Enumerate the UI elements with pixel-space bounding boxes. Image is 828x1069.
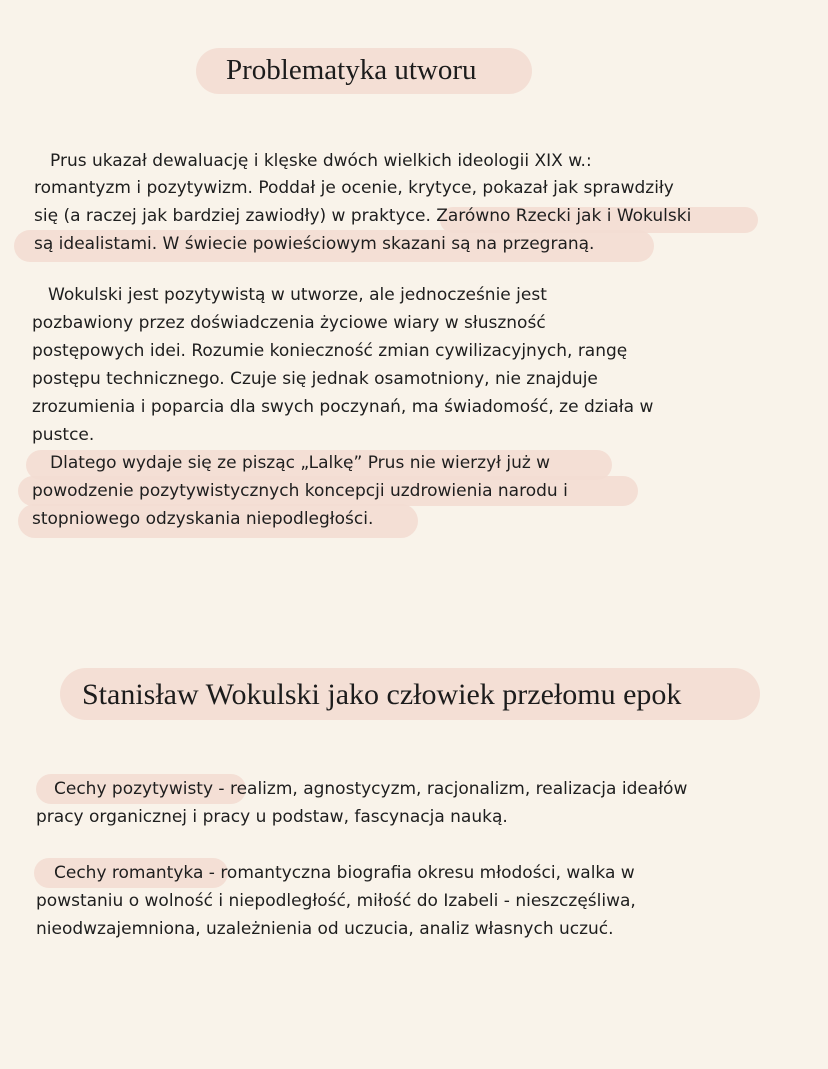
positivist-line: Cechy pozytywisty - realizm, agnostycyzm, racjonalizm, realizacja ideałów (54, 779, 688, 799)
para1-line: Prus ukazał dewaluację i klęske dwóch wielkich ideologii XIX w.: (50, 151, 592, 171)
romantic-line: powstaniu o wolność i niepodległość, miłość do Izabeli - nieszczęśliwa, (36, 891, 636, 911)
para1-line: są idealistami. W świecie powieściowym skazani są na przegraną. (34, 234, 595, 254)
para2-line: Dlatego wydaje się ze pisząc „Lalkę” Prus nie wierzył już w (50, 453, 551, 473)
para2-line: postępowych idei. Rozumie konieczność zmian cywilizacyjnych, rangę (32, 341, 628, 361)
section1-title: Problematyka utworu (226, 54, 477, 86)
para2-line: postępu technicznego. Czuje się jednak osamotniony, nie znajduje (32, 369, 598, 389)
para1-line: się (a raczej jak bardziej zawiodły) w praktyce. Zarówno Rzecki jak i Wokulski (34, 206, 692, 226)
romantic-line: nieodwzajemniona, uzależnienia od uczucia, analiz własnych uczuć. (36, 919, 614, 939)
para2-line: powodzenie pozytywistycznych koncepcji uzdrowienia narodu i (32, 481, 568, 501)
romantic-line: Cechy romantyka - romantyczna biografia okresu młodości, walka w (54, 863, 635, 883)
section2-title: Stanisław Wokulski jako człowiek przełomu epok (82, 678, 682, 711)
para2-line: zrozumienia i poparcia dla swych poczynań, ma świadomość, ze działa w (32, 397, 654, 417)
para2-line: pozbawiony przez doświadczenia życiowe wiary w słuszność (32, 313, 546, 333)
para2-line: pustce. (32, 425, 95, 445)
para2-line: Wokulski jest pozytywistą w utworze, ale jednocześnie jest (48, 285, 547, 305)
para2-line: stopniowego odzyskania niepodległości. (32, 509, 374, 529)
positivist-line: pracy organicznej i pracy u podstaw, fascynacja nauką. (36, 807, 508, 827)
para1-line: romantyzm i pozytywizm. Poddał je ocenie, krytyce, pokazał jak sprawdziły (34, 178, 674, 198)
